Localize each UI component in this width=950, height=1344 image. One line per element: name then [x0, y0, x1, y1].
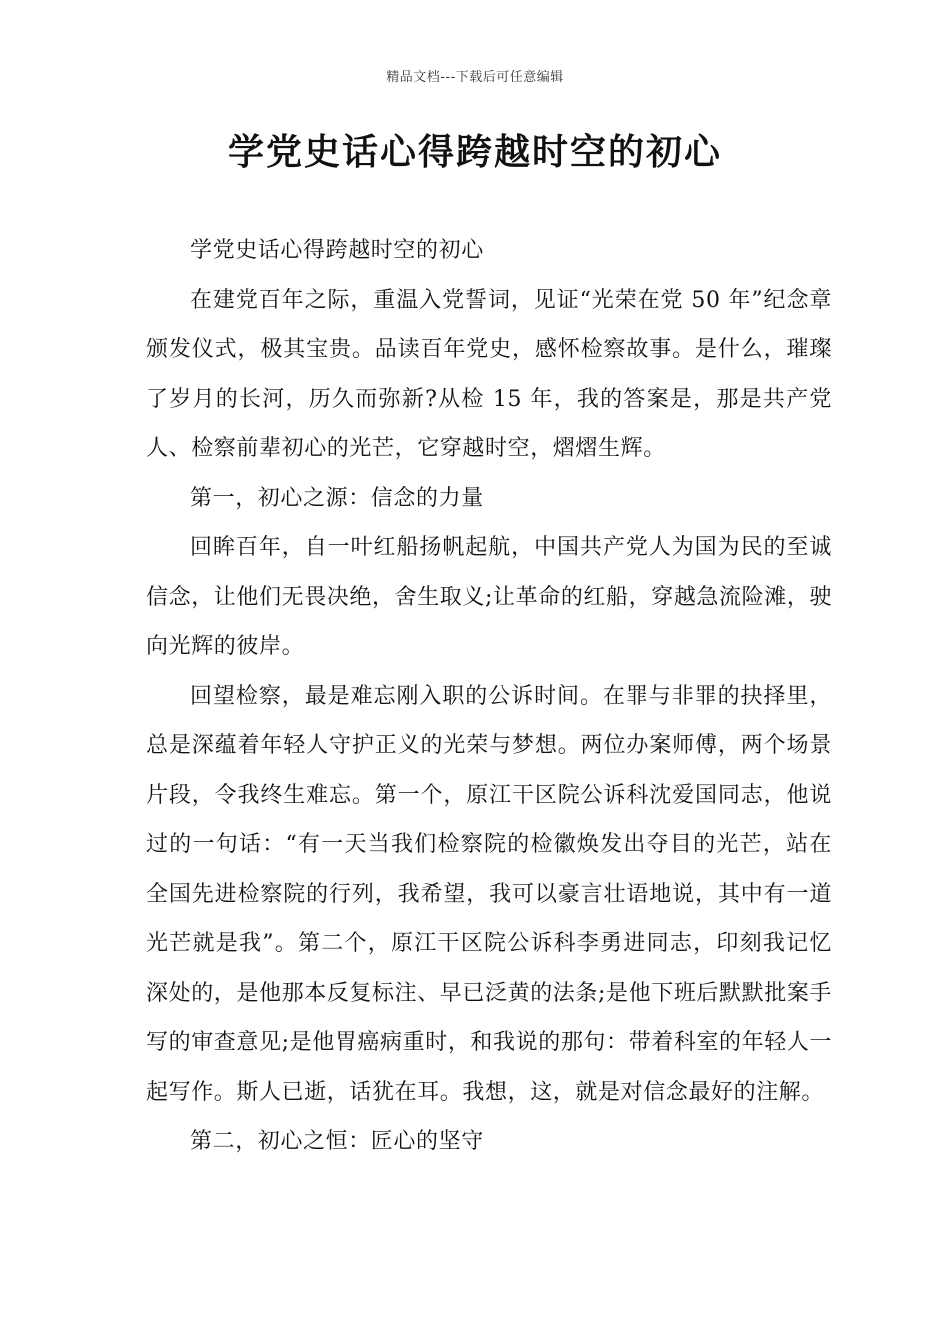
header-note: 精品文档---下载后可任意编辑: [386, 70, 564, 85]
paragraph: 回望检察，最是难忘刚入职的公诉时间。在罪与非罪的抉择里，总是深蕴着年轻人守护正义的光荣与梦想。两位办案师傅，两个场景片段，令我终生难忘。第一个，原江干区院公诉科沈爱国同志，他说过的一句话：“有一天当我们检察院的检徽焕发出夺目的光芒，站在全国先进检察院的行列，我希望，我可以豪言壮语地说，其中有一道光芒就是我”。第二个，原江干区院公诉科李勇进同志，印刻我记忆深处的，是他那本反复标注、早已泛黄的法条;是他下班后默默批案手写的审查意见;是他胃癌病重时，和我说的那句：带着科室的年轻人一起写作。斯人已逝，话犹在耳。我想，这，就是对信念最好的注解。: [146, 683, 833, 1105]
section-heading-2: 第二，初心之恒：匠心的坚守: [190, 1129, 484, 1154]
paragraph: 回眸百年，自一叶红船扬帆起航，中国共产党人为国为民的至诚信念，让他们无畏决绝，舍生取义;让革命的红船，穿越急流险滩，驶向光辉的彼岸。: [146, 535, 833, 659]
document-title: 学党史话心得跨越时空的初心: [227, 132, 722, 173]
paragraph-intro: 在建党百年之际，重温入党誓词，见证“光荣在党 50 年”纪念章颁发仪式，极其宝贵。品读百年党史，感怀检察故事。是什么，璀璨了岁月的长河，历久而弥新?从检 15 年，我的答案是，那是共产党人、检察前辈初心的光芒，它穿越时空，熠熠生辉。: [146, 287, 832, 461]
document-body: [146, 226, 832, 1167]
section-heading-1: 第一，初心之源：信念的力量: [190, 485, 484, 511]
paragraph-subtitle: 学党史话心得跨越时空的初心: [190, 238, 484, 263]
